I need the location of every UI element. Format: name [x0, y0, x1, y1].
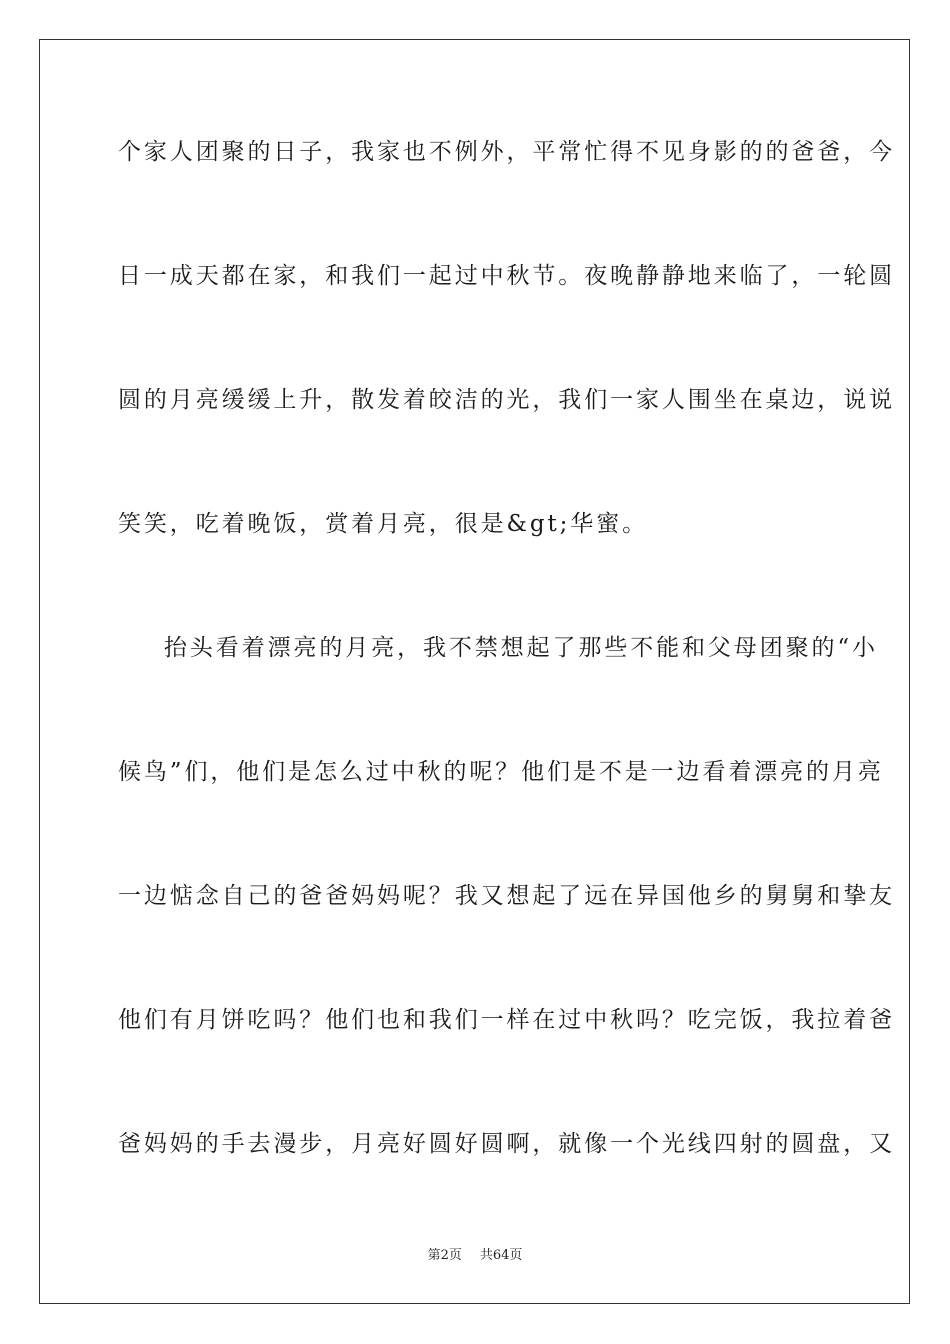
- body-text-line: 爸妈妈的手去漫步，月亮好圆好圆啊，就像一个光线四射的圆盘，又: [118, 1131, 895, 1157]
- total-page-count: 共64页: [479, 1248, 523, 1263]
- page-border: [39, 39, 910, 1304]
- page-footer: [0, 1247, 950, 1265]
- body-text-line: 候鸟”们，他们是怎么过中秋的呢？他们是不是一边看着漂亮的月亮: [118, 759, 884, 785]
- current-page-number: 第2页: [427, 1248, 462, 1263]
- body-text-line: 个家人团聚的日子，我家也不例外，平常忙得不见身影的的爸爸，今: [118, 139, 895, 165]
- body-text-line: 笑笑，吃着晚饭，赏着月亮，很是&gt;华蜜。: [118, 511, 648, 537]
- body-text-line: 日一成天都在家，和我们一起过中秋节。夜晚静静地来临了，一轮圆: [118, 263, 895, 289]
- paragraph-first-line: 抬头看着漂亮的月亮，我不禁想起了那些不能和父母团聚的“小: [164, 635, 878, 661]
- body-text-line: 他们有月饼吃吗？他们也和我们一样在过中秋吗？吃完饭，我拉着爸: [118, 1007, 895, 1033]
- body-text-line: 圆的月亮缓缓上升，散发着皎洁的光，我们一家人围坐在桌边，说说: [118, 387, 895, 413]
- body-text-line: 一边惦念自己的爸爸妈妈呢？我又想起了远在异国他乡的舅舅和挚友: [118, 883, 895, 909]
